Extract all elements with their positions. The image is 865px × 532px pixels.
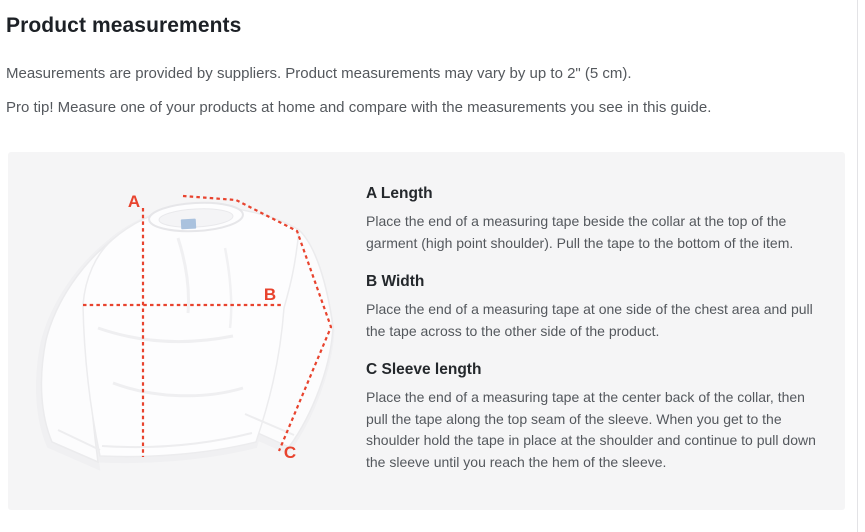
section-heading: B Width — [366, 273, 425, 290]
sweatshirt-diagram — [28, 178, 358, 490]
page-right-border — [857, 0, 858, 532]
page-title: Product measurements — [6, 14, 242, 37]
section-heading: C Sleeve length — [366, 361, 482, 378]
measure-label-a: A — [127, 192, 141, 211]
garment-illustration — [28, 178, 358, 490]
measurement-guide-panel — [8, 152, 845, 510]
section-body: Place the end of a measuring tape at one side of the chest area and pull the tape across to the other side of the product. — [366, 301, 813, 339]
neck-label — [181, 219, 197, 230]
measurement-section-length — [366, 185, 818, 254]
measure-label-c: C — [283, 443, 297, 462]
measurement-descriptions — [366, 185, 818, 492]
measurement-section-sleeve — [366, 361, 818, 473]
pro-tip-text: Pro tip! Measure one of your products at home and compare with the measurements you see in this guide. — [6, 99, 712, 116]
section-body: Place the end of a measuring tape at the center back of the collar, then pull the tape along the top seam of the sleeve. When you get to the shoulder hold the tape in place at the shoulder and continue to pull down the sleeve until you reach the hem of the sleeve. — [366, 389, 816, 470]
section-heading: A Length — [366, 185, 433, 202]
measure-label-b: B — [263, 285, 277, 304]
section-body: Place the end of a measuring tape beside the collar at the top of the garment (high point shoulder). Pull the tape to the bottom of the item. — [366, 213, 794, 251]
intro-text: Measurements are provided by suppliers. Product measurements may vary by up to 2" (5 cm). — [6, 65, 632, 82]
sweatshirt-graphic — [41, 201, 333, 462]
measurement-section-width — [366, 273, 818, 342]
